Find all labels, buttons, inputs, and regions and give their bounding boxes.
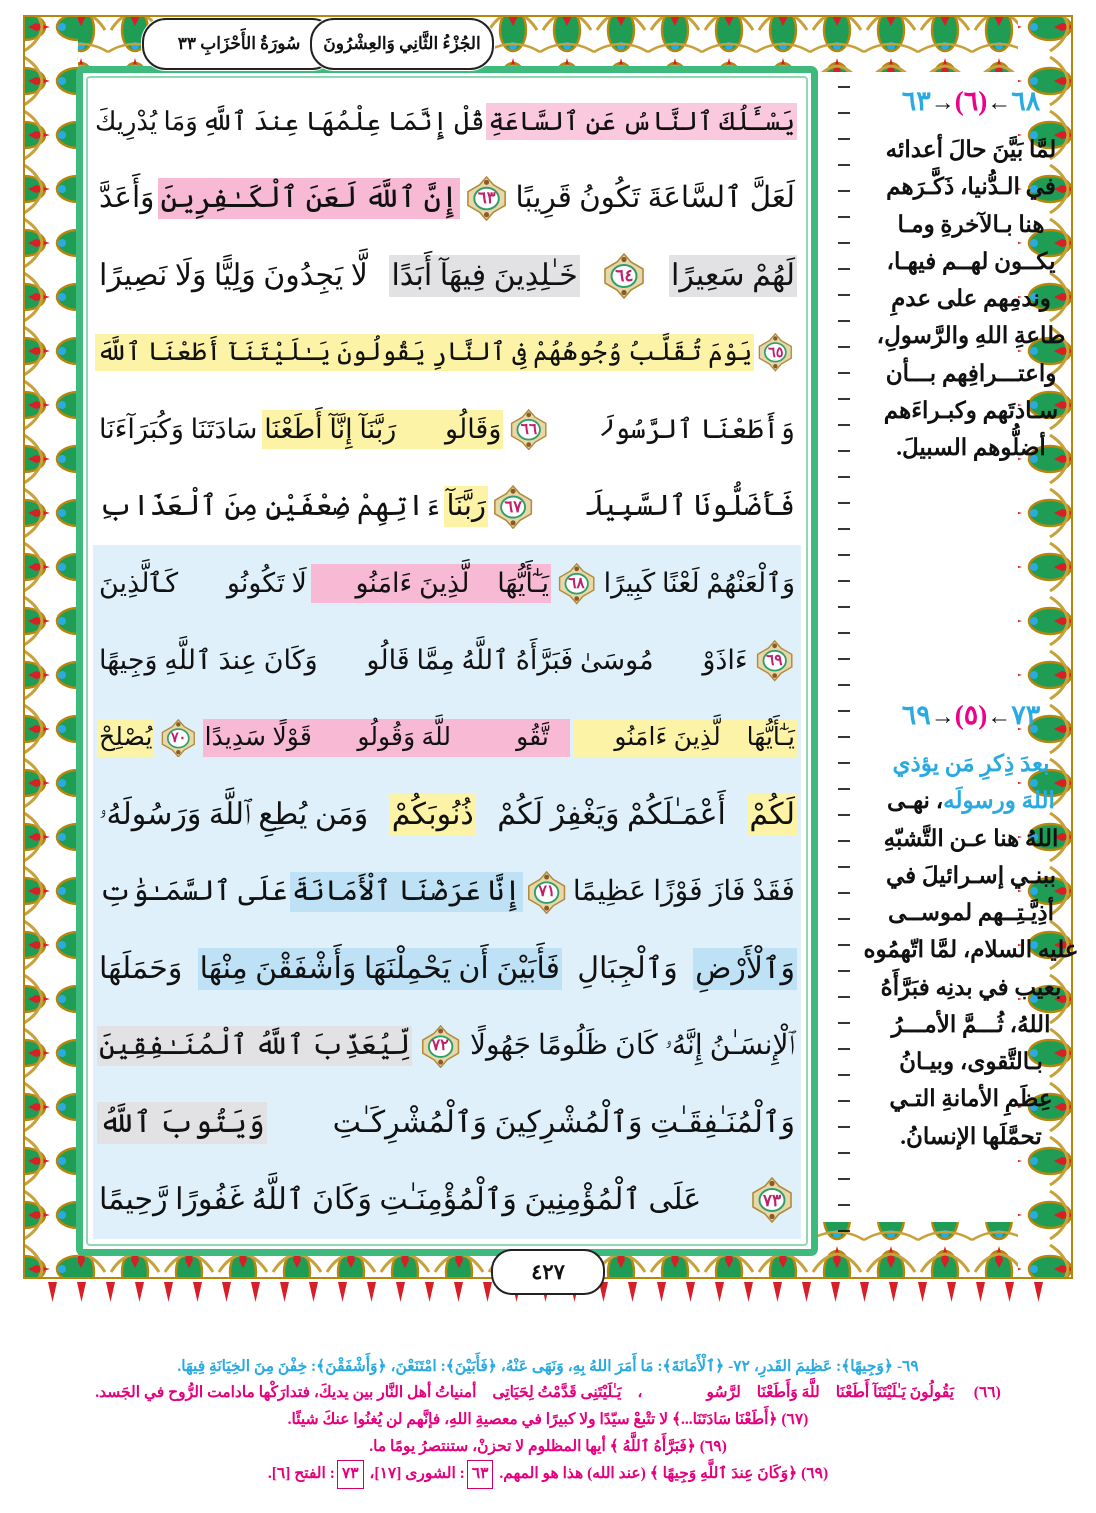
- footnotes-area: [24, 1354, 1072, 1489]
- commentary-row: [860, 1043, 1082, 1080]
- ayah-number-text: ٧٢: [431, 1037, 449, 1055]
- commentary-line: ببنـي إسـرائيلَ في: [885, 862, 1057, 888]
- commentary-line: أذِيَّـتِــهم لموســى: [888, 900, 1054, 925]
- ayah-number-marker: [556, 563, 597, 604]
- quran-line: [93, 622, 801, 699]
- quran-text-fragment: لِّيُعَذِّبَ ٱللَّهُ ٱلْمُنَـٰفِقِينَ: [97, 1026, 412, 1066]
- footnote-line: (٦٦) ﴿ يَقُولُونَ يَـٰلَيْتَنَآ أَطَعْنَا ٱللَّهَ وَأَطَعْنَا ٱلرَّسُولَا۠ ﴾، ﴿يَـٰلَيْتَنِى قَدَّمْتُ لِحَيَاتِى﴾ أمنياتُ أهل النَّار بين يديكَ، فتدارَكْها مادامت الرُّوح في الجَسد.: [95, 1384, 1001, 1402]
- quran-text-fragment: يُصْلِحْ: [97, 719, 154, 756]
- commentary-line: اللهَ ورسولَه: [943, 788, 1055, 814]
- quran-text-fragment: سَادَتَنَا وَكُبَرَآءَنَا: [99, 414, 258, 445]
- ayah-number-text: ٦٤: [615, 266, 634, 286]
- quran-line: [93, 545, 801, 622]
- ayah-number-text: ٧١: [538, 883, 556, 901]
- ayah-number-text: ٧٠: [170, 729, 187, 746]
- arrow-left-icon: ←: [987, 90, 1012, 116]
- commentary-line: سـادتَهم وكبـراءَهم: [883, 397, 1059, 423]
- surah-title-cartouche: [142, 18, 336, 70]
- commentary-row: [860, 894, 1082, 931]
- commentary-line: بـالتَّقوى، وبيـانُ: [899, 1049, 1043, 1074]
- commentary-range-header-1: [860, 86, 1082, 117]
- quran-text-fragment: يَـٰٓأَيُّهَا ٱلَّذِينَ ءَامَنُوا۟: [573, 719, 797, 756]
- ayah-number-text: ٦٧: [504, 496, 522, 516]
- commentary-line-suffix: ، نهـى: [887, 788, 944, 814]
- ayah-number-text: ٦٣: [477, 188, 496, 208]
- commentary-row: [860, 131, 1082, 168]
- quran-line: [93, 777, 801, 854]
- commentary-row: [860, 745, 1082, 782]
- page-number-text: ٤٢٧: [531, 1259, 565, 1284]
- commentary-row: [860, 429, 1082, 466]
- ayah-range-start: ٦٣: [901, 86, 931, 116]
- commentary-row: [860, 1080, 1082, 1117]
- quran-line: [93, 83, 801, 160]
- commentary-row: [860, 317, 1082, 354]
- column-divider-ticks: [838, 86, 850, 1256]
- footnote-reference-line: [24, 1460, 1072, 1489]
- commentary-range-header-2: [860, 700, 1082, 731]
- quran-line: [93, 1085, 801, 1162]
- ayah-number-marker: [159, 719, 198, 758]
- commentary-row: [860, 782, 1082, 819]
- quran-text-fragment: يَـٰٓأَيُّهَا ٱلَّذِينَ ءَامَنُوا۟: [311, 564, 551, 603]
- ayah-ref-box: ٧٣: [337, 1460, 364, 1489]
- quran-text-fragment: وَأَعَدَّ: [99, 181, 155, 214]
- quran-text-fragment: ءَاذَوْا۟ مُوسَىٰ فَبَرَّأَهُ ٱللَّهُ مِمَّا قَالُوا۟ وَكَانَ عِندَ ٱللَّهِ وَجِيهًا: [99, 645, 748, 676]
- footnote-line: (٦٧) ﴿أَطَعْنَا سَادَتَنَا...﴾ لا تتْبعْ سيّدًا ولا كبيرًا في معصيةِ اللهِ، فإنَّهم لن يُغنُوا عنكَ شيئًا.: [287, 1411, 809, 1429]
- commentary-row: [860, 1006, 1082, 1043]
- commentary-body-1: [860, 131, 1082, 466]
- quran-text-fragment: خَـٰلِدِينَ فِيهَآ أَبَدًا: [389, 255, 579, 297]
- commentary-line: بعدَ ذِكرِ مَن يؤذي: [892, 751, 1050, 776]
- quran-line: [93, 160, 801, 237]
- quran-text-fragment: لَكُمْ: [747, 794, 797, 836]
- quran-text-fragment: أَعْمَـٰلَكُمْ وَيَغْفِرْ لَكُمْ: [497, 798, 726, 832]
- commentary-section-2: [860, 700, 1082, 1155]
- commentary-row: [860, 206, 1082, 243]
- quran-text-fragment: فَأَضَلُّونَا ٱلسَّبِيلَا۠: [540, 490, 795, 523]
- ayah-number-text: ٦٩: [766, 652, 783, 670]
- commentary-line: عليه السلام، لمَّا اتّهمُوه: [863, 937, 1079, 963]
- commentary-line: طاعةِ اللهِ والرَّسولِ،: [876, 323, 1066, 349]
- ayah-number-marker: [508, 409, 549, 450]
- quran-text-fragment: وَمَا يُدْرِيكَ: [95, 106, 198, 136]
- quran-text-fragment: وَحَمَلَهَا: [99, 952, 183, 986]
- commentary-row: [860, 931, 1082, 968]
- arrow-right-icon: →: [930, 704, 955, 730]
- page-number-badge: [491, 1249, 605, 1295]
- ayah-ref-target: : الفتح [٦].: [267, 1465, 335, 1483]
- ayah-number-text: ٦٥: [768, 344, 784, 361]
- ayah-number-text: ٦٦: [520, 421, 538, 439]
- quran-line: [93, 1008, 801, 1085]
- ayah-number-marker: [491, 485, 535, 529]
- quran-text-fragment: ءَاتِهِمْ ضِعْفَيْنِ مِنَ ٱلْعَذَابِ: [99, 490, 442, 523]
- ayah-number-text: ٧٣: [762, 1190, 782, 1210]
- juz-title-text: الجُزْءُ الثَّانِي وَالعِشْرُونَ: [323, 34, 481, 53]
- footnote-ref-prefix: (٦٩) ﴿وَكَانَ عِندَ ٱللَّهِ وَجِيهًا ﴾ (عند الله) هذا هو المهم.: [499, 1465, 829, 1483]
- commentary-row: [860, 857, 1082, 894]
- ayah-group-count: (٥): [954, 700, 988, 730]
- quran-text-fragment: رَبَّنَآ: [444, 486, 487, 527]
- commentary-line: لمَّا بَيَّنَ حالَ أعدائه: [885, 137, 1057, 162]
- quran-text-fragment: قُلْ إِنَّمَا عِلْمُهَا عِندَ ٱللَّهِ: [201, 106, 485, 136]
- commentary-line: هنا بـالآخرةِ ومـا: [897, 211, 1045, 237]
- commentary-row: [860, 355, 1082, 392]
- quran-line: [93, 854, 801, 931]
- arrow-right-icon: →: [930, 90, 955, 116]
- quran-text-fragment: وَمَن يُطِعِ ٱللَّهَ وَرَسُولَهُۥ: [99, 798, 369, 832]
- ayah-number-marker: [464, 176, 509, 221]
- commentary-line: اللهُ، ثُـــمَّ الأمـــرُ: [891, 1011, 1051, 1037]
- quran-line: [93, 700, 801, 777]
- arrow-left-icon: ←: [987, 704, 1012, 730]
- juz-title-cartouche: [310, 18, 494, 70]
- commentary-line: في الـدُّنيا، ذَكَّـرَهم: [886, 174, 1056, 200]
- ayah-group-count: (٦): [954, 86, 988, 116]
- commentary-line: يكــون لهــم فيهـا،: [886, 248, 1056, 274]
- surah-title-text: سُورَةُ الأَحْزَابِ ٣٣: [177, 34, 301, 53]
- ayah-number-marker: [756, 333, 795, 372]
- quran-text-fragment: وَقَالُوا۟ رَبَّنَآ إِنَّآ أَطَعْنَا: [262, 410, 503, 449]
- quran-text-fragment: إِنَّ ٱللَّهَ لَعَنَ ٱلْكَـٰفِرِينَ: [158, 178, 460, 219]
- commentary-row: [860, 392, 1082, 429]
- commentary-row: [860, 969, 1082, 1006]
- commentary-body-2: [860, 745, 1082, 1155]
- quran-text-fragment: عَلَى ٱلسَّمَـٰوَٰتِ: [99, 876, 288, 908]
- quran-text-fragment: وَٱلْأَرْضِ: [693, 948, 797, 990]
- quran-text-fragment: وَأَطَعْنَا ٱلرَّسُولَا۠: [556, 414, 795, 445]
- quran-text-fragment: فَأَبَيْنَ أَن يَحْمِلْنَهَا وَأَشْفَقْنَ مِنْهَا: [198, 948, 562, 990]
- commentary-line: اللهُ هنا عـن التَّشبّهِ: [883, 825, 1059, 851]
- ayah-range-end: ٦٨: [1011, 86, 1041, 116]
- footnote-pink-notes: [24, 1380, 1072, 1460]
- ayah-ref-target: : الشورى [١٧]،: [369, 1465, 465, 1483]
- quran-line: [93, 468, 801, 545]
- ayah-number-marker: [749, 1177, 795, 1223]
- quran-text-fragment: وَيَتُوبَ ٱللَّهُ: [97, 1102, 267, 1144]
- quran-line: [93, 391, 801, 468]
- quran-text-fragment: لَعَلَّ ٱلسَّاعَةَ تَكُونُ قَرِيبًا: [515, 181, 795, 214]
- quran-line: [93, 1162, 801, 1239]
- commentary-line: تحمَّلَها الإنسانُ.: [900, 1123, 1042, 1149]
- ayah-number-text: ٦٨: [568, 575, 585, 593]
- commentary-row: [860, 280, 1082, 317]
- quran-text-fragment: فَقَدْ فَازَ فَوْزًا عَظِيمًا: [572, 876, 795, 908]
- ayah-number-marker: [754, 640, 795, 681]
- commentary-row: [860, 168, 1082, 205]
- ayah-number-marker: [419, 1025, 462, 1068]
- commentary-row: [860, 243, 1082, 280]
- quran-text-body: [93, 83, 801, 1239]
- quran-line: [93, 237, 801, 314]
- ayah-ref-box: ٦٣: [467, 1460, 494, 1489]
- quran-text-fragment: لَّا يَجِدُونَ وَلِيًّا وَلَا نَصِيرًا: [99, 258, 368, 292]
- commentary-row: [860, 820, 1082, 857]
- quran-text-fragment: ذُنُوبَكُمْ: [390, 794, 476, 836]
- footnote-glossary-line: ٦٩- ﴿وَجِيهًا﴾: عَظِيمَ القَدرِ، ٧٢- ﴿ٱلْأَمَانَةَ﴾: مَا أَمَرَ اللهُ بِهِ، وَنَهَى عَنْهُ، ﴿فَأَبَيْنَ﴾: امْتَنَعْنَ، ﴿وَأَشْفَقْنَ﴾: خِفْنَ مِنَ الخِيَانَةِ فِيهَا.: [177, 1357, 919, 1375]
- quran-text-fragment: وَٱلْعَنْهُمْ لَعْنًا كَبِيرًا: [603, 568, 795, 599]
- quran-text-fragment: وَٱلْجِبَالِ: [577, 952, 678, 986]
- ayah-number-marker: [601, 253, 647, 299]
- ayah-range-start: ٦٩: [901, 700, 931, 730]
- quran-text-fragment: ٱتَّقُوا۟ ٱللَّهَ وَقُولُوا۟ قَوْلًا سَدِيدًا: [203, 719, 571, 756]
- quran-text-fragment: ٱلْإِنسَـٰنُ إِنَّهُۥ كَانَ ظَلُومًا جَهُولًا: [469, 1030, 795, 1062]
- quran-text-fragment: وَٱلْمُنَـٰفِقَـٰتِ وَٱلْمُشْرِكِينَ وَٱلْمُشْرِكَـٰتِ: [332, 1106, 795, 1140]
- commentary-line: بعيب في بدنِه فبَرَّأَهُ: [880, 974, 1062, 1000]
- commentary-line: أضلُّوهم السبيلَ.: [896, 435, 1046, 460]
- commentary-section-1: [860, 86, 1082, 466]
- quran-text-fragment: عَلَى ٱلْمُؤْمِنِينَ وَٱلْمُؤْمِنَـٰتِ وَكَانَ ٱللَّهُ غَفُورًا رَّحِيمًا: [99, 1183, 702, 1217]
- quran-line: [93, 314, 801, 391]
- commentary-line: واعتـــرافِهم بـــأن: [885, 360, 1057, 386]
- quran-text-fragment: يَسْـَٔلُكَ ٱلنَّاسُ عَنِ ٱلسَّاعَةِ: [486, 103, 797, 141]
- ayah-number-marker: [525, 871, 568, 914]
- commentary-row: [860, 1118, 1082, 1155]
- quran-text-fragment: لَا تَكُونُوا۟ كَٱلَّذِينَ: [99, 568, 307, 599]
- ayah-range-end: ٧٣: [1011, 700, 1041, 730]
- quran-text-frame: [76, 66, 818, 1256]
- quran-text-fragment: إِنَّا عَرَضْنَا ٱلْأَمَانَةَ: [290, 872, 523, 912]
- quran-line: [93, 931, 801, 1008]
- quran-text-fragment: يَوْمَ تُقَلَّبُ وُجُوهُهُمْ فِى ٱلنَّارِ يَقُولُونَ يَـٰلَيْتَنَآ أَطَعْنَا ٱللَّهَ: [95, 334, 754, 371]
- commentary-line: عِظَمِ الأمانةِ التـي: [889, 1086, 1053, 1112]
- footnote-line: (٦٩) ﴿فَبَرَّأَهُ ٱللَّهُ ﴾ أيها المظلوم لا تحزنْ، ستنتصرُ يومًا ما.: [369, 1437, 727, 1455]
- quran-text-fragment: لَهُمْ سَعِيرًا: [669, 255, 797, 297]
- commentary-line: وندمِهم على عدمِ: [891, 286, 1051, 311]
